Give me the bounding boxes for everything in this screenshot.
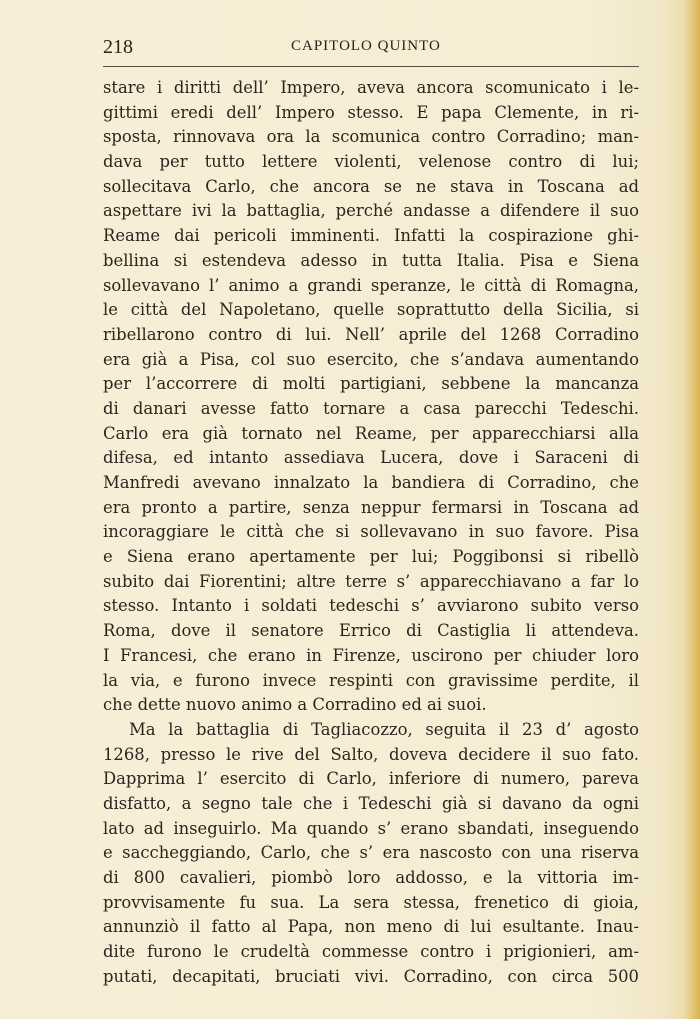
text-line: subito dai Fiorentini; altre terre s’ apparecchiavano a far lo: [103, 571, 639, 591]
page-header: [103, 36, 639, 60]
text-line: stesso. Intanto i soldati tedeschi s’ avviarono subito verso: [103, 596, 639, 616]
text-line: Roma, dove il senatore Errico di Castiglia li attendeva.: [103, 621, 639, 641]
text-line: 1268, presso le rive del Salto, doveva decidere il suo fato.: [103, 744, 639, 764]
text-line: era pronto a partire, senza neppur fermarsi in Toscana ad: [103, 497, 639, 517]
text-line: e Siena erano apertamente per lui; Poggibonsi si ribellò: [103, 547, 639, 567]
text-line: sollevavano l’ animo a grandi speranze, le città di Romagna,: [103, 275, 639, 295]
text-line: per l’accorrere di molti partigiani, sebbene la mancanza: [103, 374, 639, 394]
text-line: provvisamente fu sua. La sera stessa, frenetico di gioia,: [103, 892, 639, 912]
text-line: dite furono le crudeltà commesse contro i prigionieri, am-: [103, 942, 639, 962]
text-line: Dapprima l’ esercito di Carlo, inferiore di numero, pareva: [103, 769, 639, 789]
text-line: difesa, ed intanto assediava Lucera, dove i Saraceni di: [103, 448, 639, 468]
text-line: stare i diritti dell’ Impero, aveva ancora scomunicato i le-: [103, 78, 639, 97]
text-line: Manfredi avevano innalzato la bandiera di Corradino, che: [103, 473, 639, 492]
header-rule: [103, 66, 639, 67]
text-line: putati, decapitati, bruciati vivi. Corradino, con circa 500: [103, 966, 639, 986]
text-line: aspettare ivi la battaglia, perché andasse a difendere il suo: [103, 201, 639, 221]
text-line: Carlo era già tornato nel Reame, per apparecchiarsi alla: [103, 423, 639, 443]
text-line: che dette nuovo animo a Corradino ed ai suoi.: [103, 695, 487, 715]
text-line: I Francesi, che erano in Firenze, uscirono per chiuder loro: [103, 645, 639, 665]
text-line: bellina si estendeva adesso in tutta Italia. Pisa e Siena: [103, 250, 639, 270]
page-number: 218: [103, 36, 133, 58]
text-line: la via, e furono invece respinti con gravissime perdite, il: [103, 670, 639, 690]
text-line: incoraggiare le città che si sollevavano in suo favore. Pisa: [103, 522, 639, 542]
text-line: Reame dai pericoli imminenti. Infatti la cospirazione ghi-: [103, 226, 639, 246]
text-line: Ma la battaglia di Tagliacozzo, seguita il 23 d’ agosto: [129, 719, 639, 739]
text-line: le città del Napoletano, quelle soprattutto della Sicilia, si: [103, 300, 639, 320]
text-line: era già a Pisa, col suo esercito, che s’andava aumentando: [103, 349, 639, 369]
body-text: [103, 76, 639, 989]
text-line: di 800 cavalieri, piombò loro addosso, e la vittoria im-: [103, 868, 639, 887]
page-edge: [684, 0, 700, 1019]
running-title: CAPITOLO QUINTO: [291, 38, 441, 54]
text-line: ribellarono contro di lui. Nell’ aprile del 1268 Corradino: [103, 324, 639, 344]
text-line: lato ad inseguirlo. Ma quando s’ erano sbandati, inseguendo: [103, 818, 639, 838]
text-line: di danari avesse fatto tornare a casa parecchi Tedeschi.: [103, 398, 639, 418]
text-line: e saccheggiando, Carlo, che s’ era nascosto con una riserva: [103, 843, 639, 863]
text-line: sollecitava Carlo, che ancora se ne stava in Toscana ad: [103, 176, 639, 196]
text-line: disfatto, a segno tale che i Tedeschi già si davano da ogni: [103, 793, 639, 813]
text-line: annunziò il fatto al Papa, non meno di lui esultante. Inau-: [103, 917, 639, 937]
text-line: dava per tutto lettere violenti, velenose contro di lui;: [103, 152, 639, 172]
text-line: gittimi eredi dell’ Impero stesso. E papa Clemente, in ri-: [103, 102, 639, 122]
text-line: sposta, rinnovava ora la scomunica contro Corradino; man-: [103, 127, 639, 147]
